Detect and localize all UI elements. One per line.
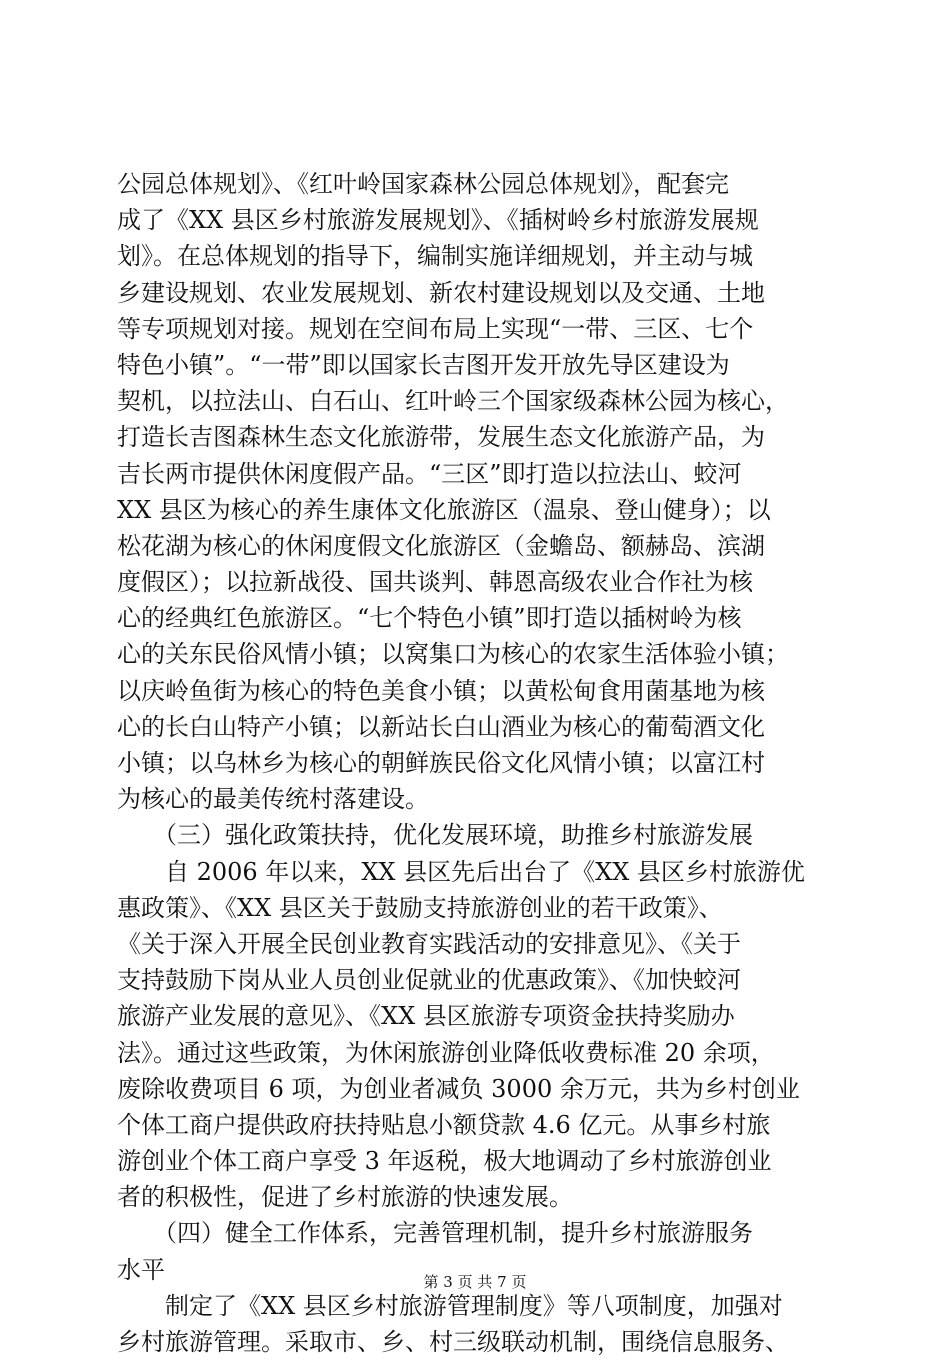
text-line: 成了《XX 县区乡村旅游发展规划》、《插树岭乡村旅游发展规 [117,206,759,235]
text-line: 公园总体规划》、《红叶岭国家森林公园总体规划》，配套完 [117,170,729,198]
page-number: 第 3 页 共 7 页 [423,1273,527,1291]
text-line: 法》。通过这些政策，为休闲旅游创业降低收费标准 20 余项， [117,1038,775,1067]
text-line: 游创业个体工商户享受 3 年返税，极大地调动了乡村旅游创业 [117,1147,772,1176]
text-line: 乡村旅游管理。采取市、乡、村三级联动机制，围绕信息服务、 [117,1328,789,1356]
text-line: 等专项规划对接。规划在空间布局上实现“一带、三区、七个 [117,314,754,343]
section-heading: （三）强化政策扶持，优化发展环境，助推乡村旅游发展 [117,821,753,850]
text-line: 以庆岭鱼街为核心的特色美食小镇；以黄松甸食用菌基地为核 [117,676,765,705]
text-line: XX 县区为核心的养生康体文化旅游区（温泉、登山健身）；以 [117,495,771,524]
text-line: 乡建设规划、农业发展规划、新农村建设规划以及交通、土地 [117,278,765,307]
body-text [117,166,837,1360]
text-line: 打造长吉图森林生态文化旅游带，发展生态文化旅游产品，为 [117,423,765,452]
text-line: 吉长两市提供休闲度假产品。“三区”即打造以拉法山、蛟河 [117,459,742,488]
text-line: 自 2006 年以来，XX 县区先后出台了《XX 县区乡村旅游优 [117,857,805,886]
text-line: 支持鼓励下岗从业人员创业促就业的优惠政策》、《加快蛟河 [117,966,741,995]
text-line: 心的经典红色旅游区。“七个特色小镇”即打造以插树岭为核 [117,604,742,633]
text-line: 废除收费项目 6 项，为创业者减负 3000 余万元，共为乡村创业 [117,1074,800,1103]
text-line: 者的积极性，促进了乡村旅游的快速发展。 [117,1183,573,1212]
text-line: 度假区）；以拉新战役、国共谈判、韩恩高级农业合作社为核 [117,568,753,597]
text-line: 划》。在总体规划的指导下，编制实施详细规划，并主动与城 [117,242,753,271]
text-line: 制定了《XX 县区乡村旅游管理制度》等八项制度，加强对 [117,1291,783,1320]
page-footer [0,1271,950,1292]
section-heading: （四）健全工作体系，完善管理机制，提升乡村旅游服务 [117,1219,753,1248]
text-line: 心的长白山特产小镇；以新站长白山酒业为核心的葡萄酒文化 [117,712,765,741]
text-line: 松花湖为核心的休闲度假文化旅游区（金蟾岛、额赫岛、滨湖 [117,531,765,560]
text-line: 为核心的最美传统村落建设。 [117,785,429,814]
text-line: 旅游产业发展的意见》、《XX 县区旅游专项资金扶持奖励办 [117,1002,735,1031]
text-line: 《关于深入开展全民创业教育实践活动的安排意见》、《关于 [117,929,741,958]
text-line: 心的关东民俗风情小镇；以窝集口为核心的农家生活体验小镇； [117,640,789,669]
text-line: 特色小镇”。“一带”即以国家长吉图开发开放先导区建设为 [117,350,730,379]
text-line: 个体工商户提供政府扶持贴息小额贷款 4.6 亿元。从事乡村旅 [117,1110,771,1139]
section-heading: 水平 [117,1255,165,1284]
text-line: 契机，以拉法山、白石山、红叶岭三个国家级森林公园为核心， [117,387,789,416]
text-line: 惠政策》、《XX 县区关于鼓励支持旅游创业的若干政策》、 [117,893,723,922]
text-line: 小镇；以乌林乡为核心的朝鲜族民俗文化风情小镇；以富江村 [117,749,765,777]
